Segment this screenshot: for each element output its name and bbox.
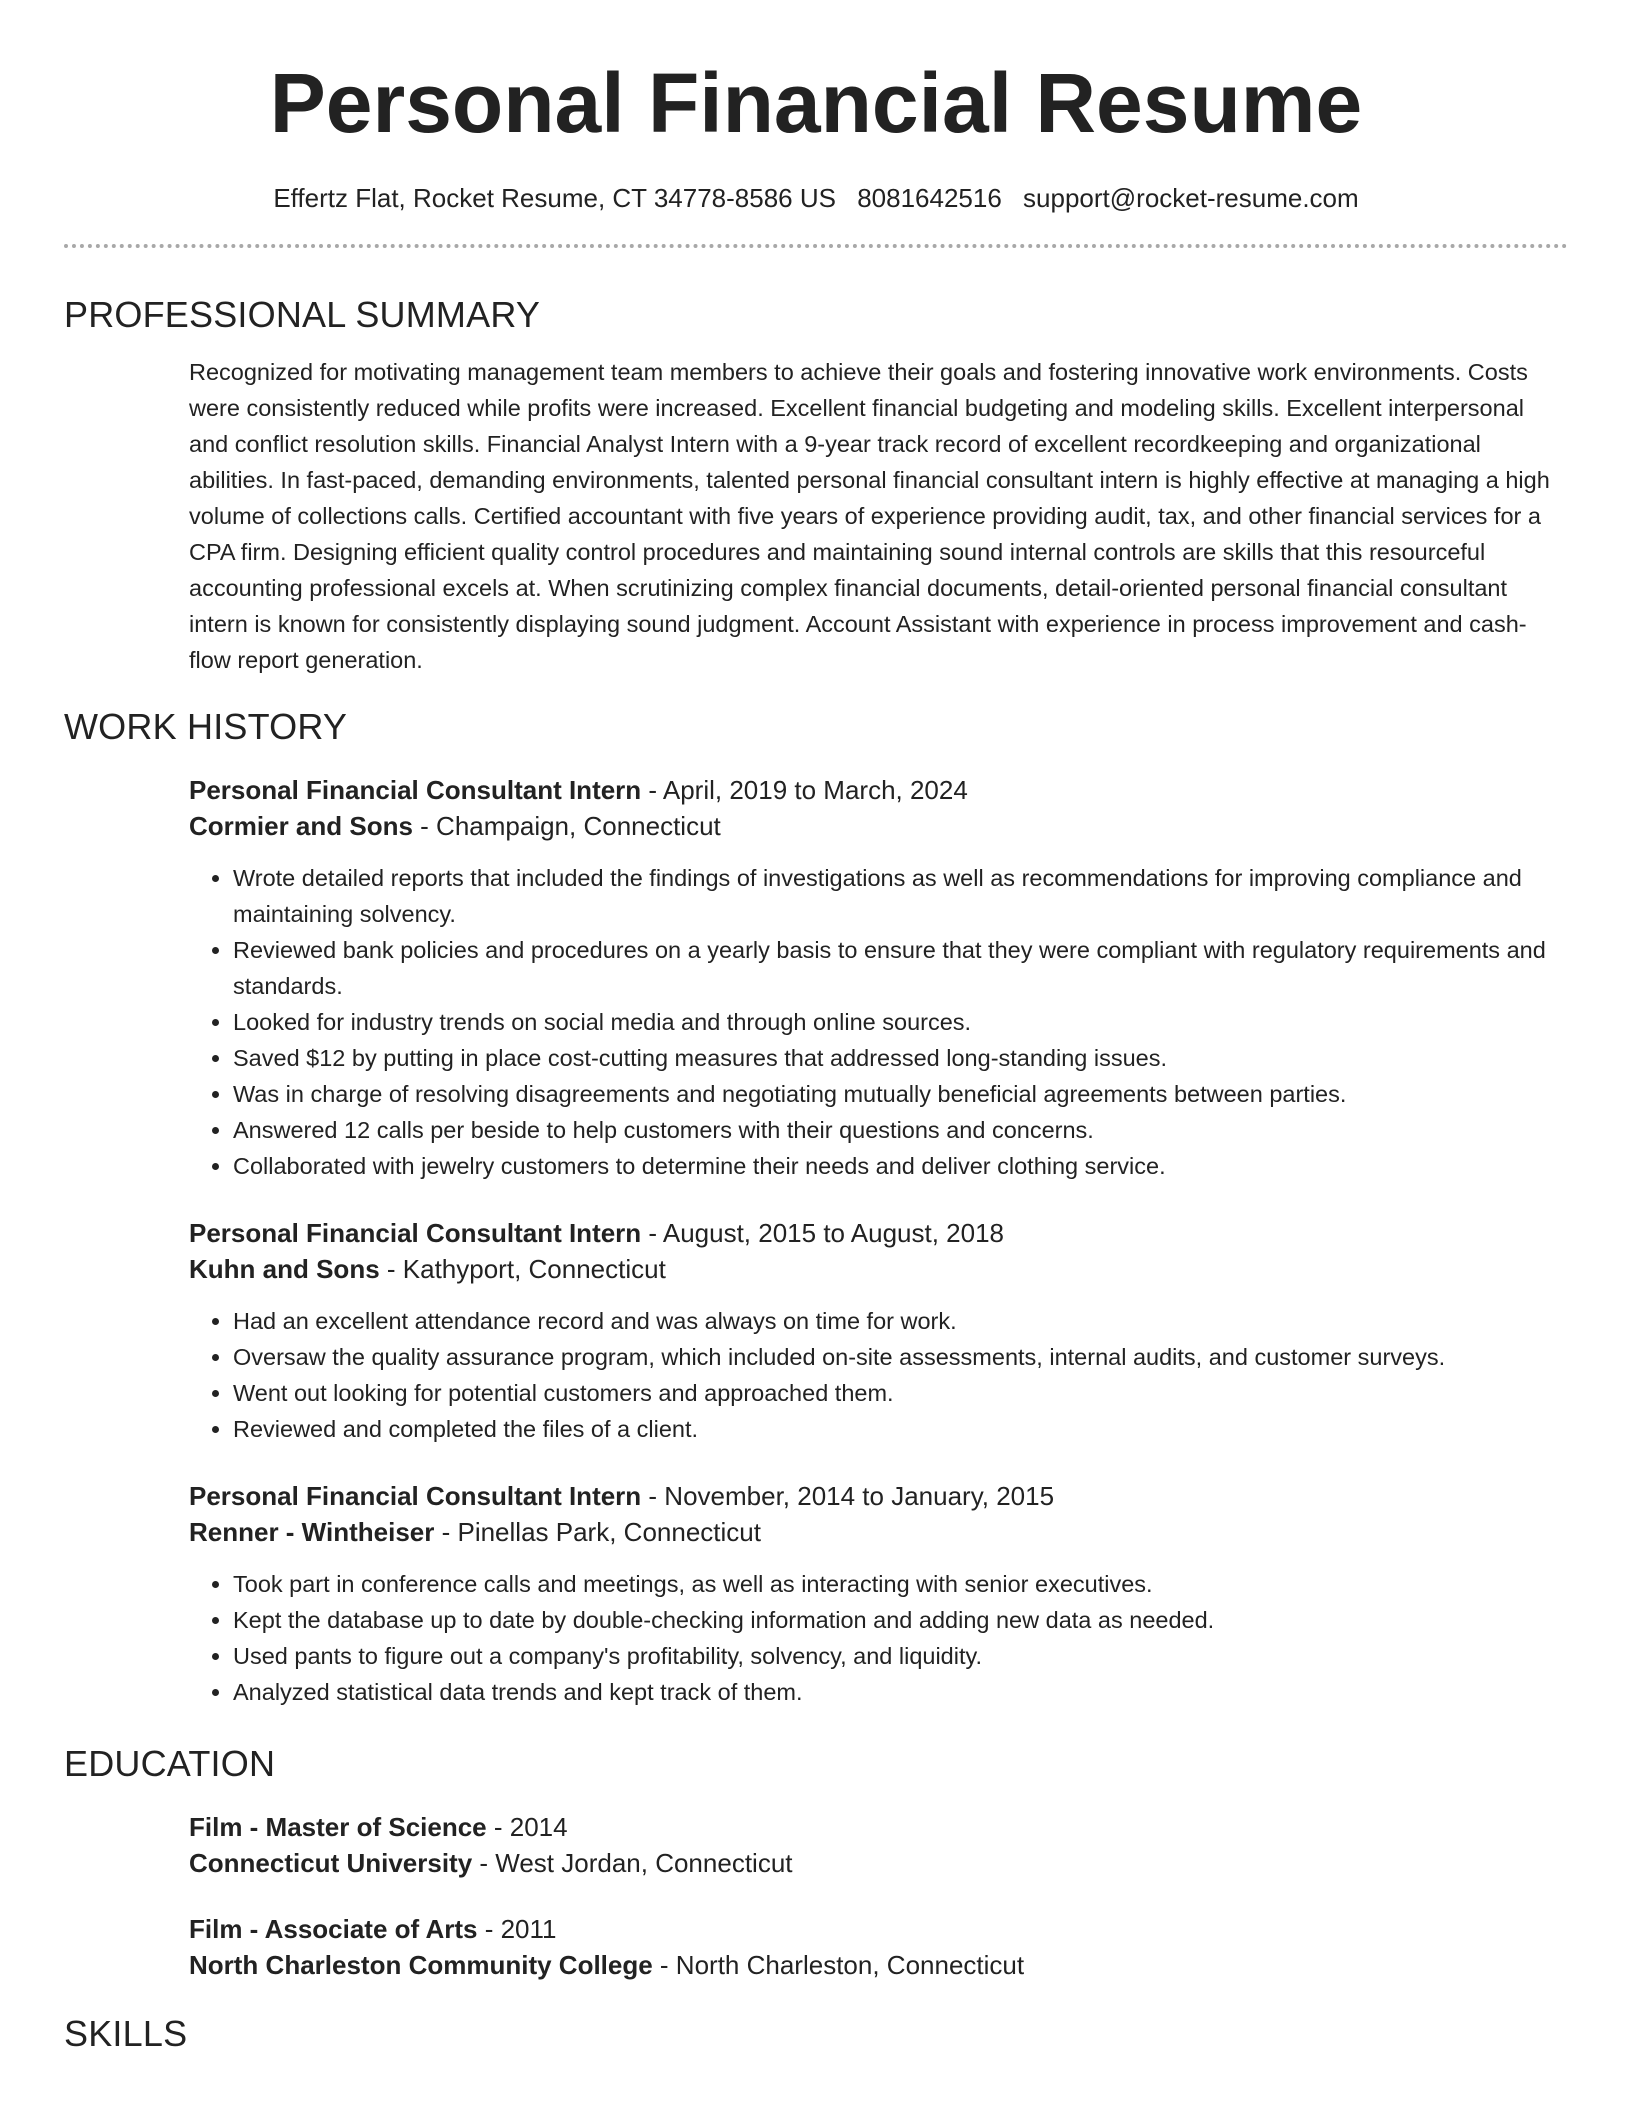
education-school-line <box>189 1845 1568 1881</box>
job-bullet: • Analyzed statistical data trends and kept track of them. <box>233 1674 1568 1710</box>
section-title-skills: SKILLS <box>64 2013 188 2054</box>
job-dates: - November, 2014 to January, 2015 <box>641 1481 1055 1511</box>
job-company: Cormier and Sons <box>189 811 413 841</box>
job-bullet-list <box>189 860 1568 1184</box>
contact-address: Effertz Flat, Rocket Resume, CT 34778-8586 US <box>273 183 836 213</box>
job-bullet: • Oversaw the quality assurance program, which included on-site assessments, internal audits, and customer surveys. <box>233 1339 1568 1375</box>
education-school: North Charleston Community College <box>189 1950 653 1980</box>
contact-info <box>64 182 1568 214</box>
job-location: - Pinellas Park, Connecticut <box>434 1517 761 1547</box>
contact-phone: 8081642516 <box>857 183 1002 213</box>
job-dates: - August, 2015 to August, 2018 <box>641 1218 1005 1248</box>
education-location: - West Jordan, Connecticut <box>472 1848 793 1878</box>
job-dates: - April, 2019 to March, 2024 <box>641 775 968 805</box>
job-bullet: • Took part in conference calls and meetings, as well as interacting with senior executives. <box>233 1566 1568 1602</box>
job-company: Renner - Wintheiser <box>189 1517 435 1547</box>
job-bullet: • Kept the database up to date by double-checking information and adding new data as needed. <box>233 1602 1568 1638</box>
education-year: - 2014 <box>486 1812 568 1842</box>
job-bullet: • Answered 12 calls per beside to help customers with their questions and concerns. <box>233 1112 1568 1148</box>
job-entry <box>189 772 1568 1184</box>
resume-title: Personal Financial Resume <box>269 56 1363 150</box>
job-title-line <box>189 1215 1568 1251</box>
education-degree-line <box>189 1809 1568 1845</box>
job-role: Personal Financial Consultant Intern <box>189 1218 642 1248</box>
education-year: - 2011 <box>477 1914 557 1944</box>
job-entry <box>189 1478 1568 1710</box>
job-company: Kuhn and Sons <box>189 1254 380 1284</box>
job-bullet: • Looked for industry trends on social media and through online sources. <box>233 1004 1568 1040</box>
education-entry <box>189 1809 1568 1881</box>
header-divider <box>64 244 1568 248</box>
education-location: - North Charleston, Connecticut <box>652 1950 1025 1980</box>
resume-page <box>64 0 1568 2055</box>
job-bullet: • Had an excellent attendance record and was always on time for work. <box>233 1303 1568 1339</box>
job-company-line <box>189 808 1568 844</box>
job-title-line <box>189 772 1568 808</box>
job-bullet: • Wrote detailed reports that included the findings of investigations as well as recommendations for improving compliance and maintaining solvency. <box>233 860 1568 932</box>
section-title-summary: PROFESSIONAL SUMMARY <box>64 294 541 335</box>
job-bullet-list <box>189 1566 1568 1710</box>
section-title-education: EDUCATION <box>64 1743 276 1784</box>
job-bullet-list <box>189 1303 1568 1447</box>
education-degree: Film - Master of Science <box>189 1812 487 1842</box>
education-entry <box>189 1911 1568 1983</box>
job-role: Personal Financial Consultant Intern <box>189 775 642 805</box>
job-bullet: • Reviewed and completed the files of a client. <box>233 1411 1568 1447</box>
education-school: Connecticut University <box>189 1848 473 1878</box>
job-location: - Champaign, Connecticut <box>412 811 721 841</box>
job-bullet: • Collaborated with jewelry customers to determine their needs and deliver clothing service. <box>233 1148 1568 1184</box>
job-bullet: • Was in charge of resolving disagreements and negotiating mutually beneficial agreements between parties. <box>233 1076 1568 1112</box>
job-entry <box>189 1215 1568 1447</box>
job-company-line <box>189 1514 1568 1550</box>
job-bullet: • Saved $12 by putting in place cost-cutting measures that addressed long-standing issues. <box>233 1040 1568 1076</box>
education-degree-line <box>189 1911 1568 1947</box>
job-bullet: • Used pants to figure out a company's profitability, solvency, and liquidity. <box>233 1638 1568 1674</box>
job-company-line <box>189 1251 1568 1287</box>
education-degree: Film - Associate of Arts <box>189 1914 478 1944</box>
summary-text: Recognized for motivating management team members to achieve their goals and fostering innovative work environments. Costs were consistently reduced while profits were increased. Excellent financial budgeting and modeling skills. Excellent interpersonal and conflict resolution skills. Financial Analyst Intern with a 9-year track record of excellent recordkeeping and organizational abilities. In fast-paced, demanding environments, talented personal financial consultant intern is highly effective at managing a high volume of collections calls. Certified accountant with five years of experience providing audit, tax, and other financial services for a CPA firm. Designing efficient quality control procedures and maintaining sound internal controls are skills that this resourceful accounting professional excels at. When scrutinizing complex financial documents, detail-oriented personal financial consultant intern is known for consistently displaying sound judgment. Account Assistant with experience in process improvement and cash-flow report generation. <box>189 359 1550 673</box>
job-location: - Kathyport, Connecticut <box>379 1254 666 1284</box>
job-role: Personal Financial Consultant Intern <box>189 1481 642 1511</box>
contact-email: support@rocket-resume.com <box>1023 183 1359 213</box>
education-school-line <box>189 1947 1568 1983</box>
section-title-work-history: WORK HISTORY <box>64 706 348 747</box>
job-title-line <box>189 1478 1568 1514</box>
job-bullet: • Went out looking for potential customers and approached them. <box>233 1375 1568 1411</box>
job-bullet: • Reviewed bank policies and procedures on a yearly basis to ensure that they were compliant with regulatory requirements and standards. <box>233 932 1568 1004</box>
